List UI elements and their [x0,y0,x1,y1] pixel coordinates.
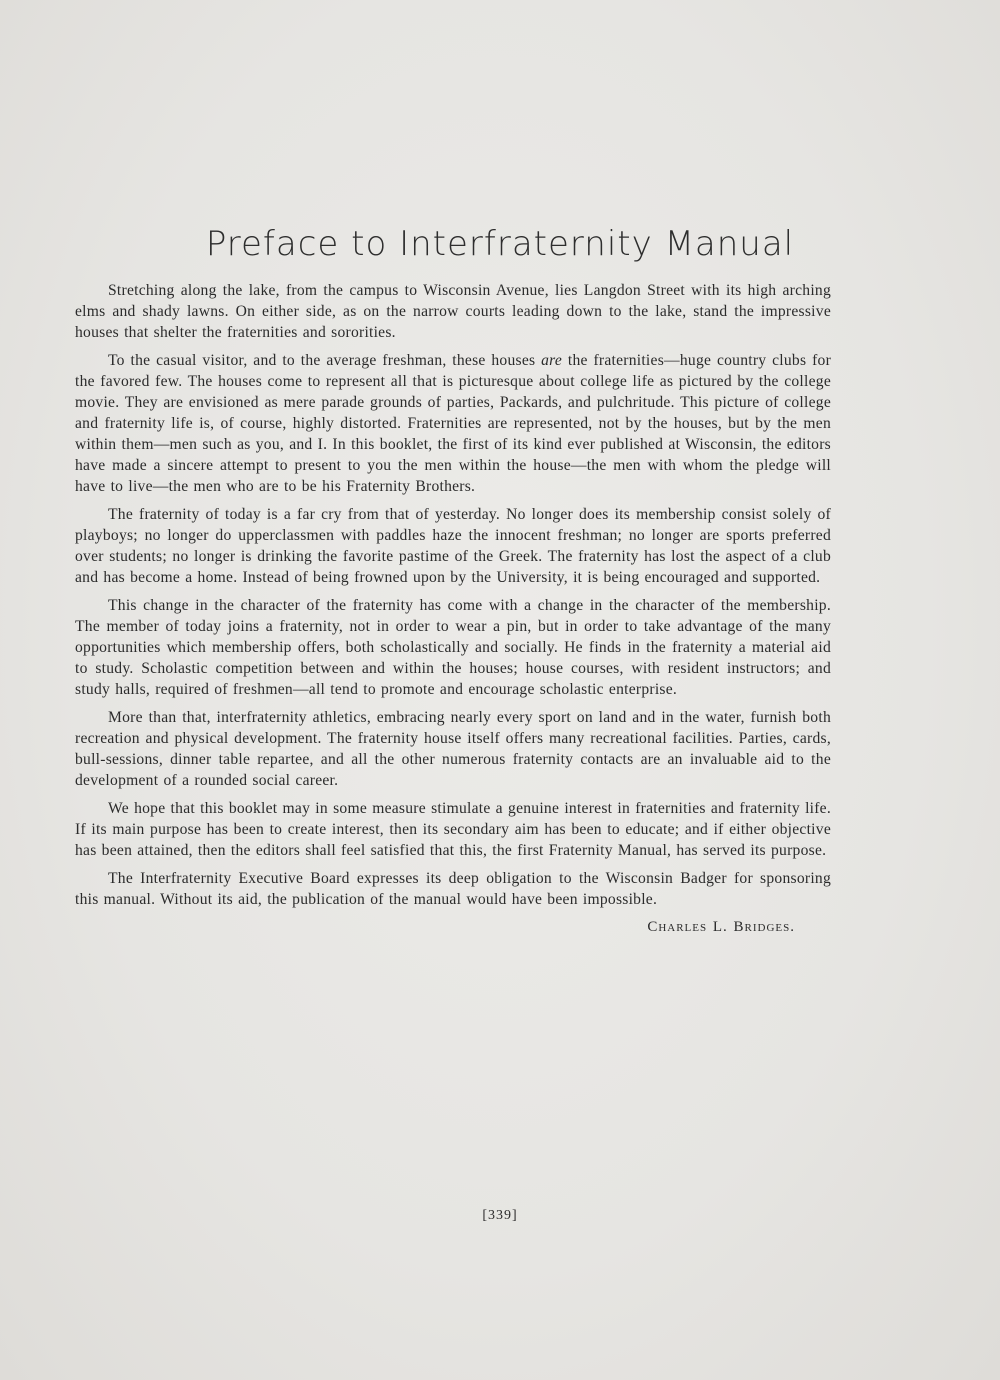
paragraph-7: The Interfraternity Executive Board expresses its deep obligation to the Wisconsin Badger for sponsoring this manual. Without its aid, the publication of the manual would have been impossible. [75,870,831,908]
paragraph-2-end: the fraternities—huge country clubs for the favored few. The houses come to represent all that is picturesque about college life as pictured by the college movie. They are envisioned as mere parade grounds of parties, Packards, and pulchritude. This picture of college and fraternity life is, of course, highly distorted. Fraternities are represented, not by the houses, but by the men within them—men such as you, and I. In this booklet, the first of its kind ever published at Wisconsin, the editors have made a sincere attempt to present to you the men within the house—the men with whom the pledge will have to live—the men who are to be his Fraternity Brothers. [75,352,832,495]
page-number: [339] [482,1208,518,1223]
paragraph-2-start: To the casual visitor, and to the average freshman, these houses [108,352,542,369]
paragraph-2-emphasis: are [541,352,563,369]
paragraph-2 [75,350,831,497]
paragraph-5: More than that, interfraternity athletics, embracing nearly every sport on land and in the water, furnish both recreation and physical development. The fraternity house itself offers many recreational facilities. Parties, cards, bull-sessions, dinner table repartee, and all the other numerous fraternity contacts are an invaluable aid to the development of a rounded social career. [75,709,831,789]
author-signature: Charles L. Bridges. [647,919,795,935]
page-title: Preface to Interfraternity Manual [205,224,795,264]
body-text [75,280,831,938]
paragraph-3: The fraternity of today is a far cry from that of yesterday. No longer does its membership consist solely of playboys; no longer do upperclassmen with paddles haze the innocent freshman; no longer are sports preferred over students; no longer is drinking the favorite pastime of the Greek. The fraternity has lost the aspect of a club and has become a home. Instead of being frowned upon by the University, it is being encouraged and supported. [75,506,831,586]
paragraph-4: This change in the character of the fraternity has come with a change in the character of the membership. The member of today joins a fraternity, not in order to wear a pin, but in order to take advantage of the many opportunities which membership offers, both scholastically and socially. He finds in the fraternity a material aid to study. Scholastic competition between and within the houses; house courses, with resident instructors; and study halls, required of freshmen—all tend to promote and encourage scholastic enterprise. [75,597,831,698]
paragraph-1: Stretching along the lake, from the campus to Wisconsin Avenue, lies Langdon Street with its high arching elms and shady lawns. On either side, as on the narrow courts leading down to the lake, stand the impressive houses that shelter the fraternities and sororities. [75,282,831,341]
paragraph-6: We hope that this booklet may in some measure stimulate a genuine interest in fraternities and fraternity life. If its main purpose has been to create interest, then its secondary aim has been to educate; and if either objective has been attained, then the editors shall feel satisfied that this, the first Fraternity Manual, has served its purpose. [75,800,831,859]
